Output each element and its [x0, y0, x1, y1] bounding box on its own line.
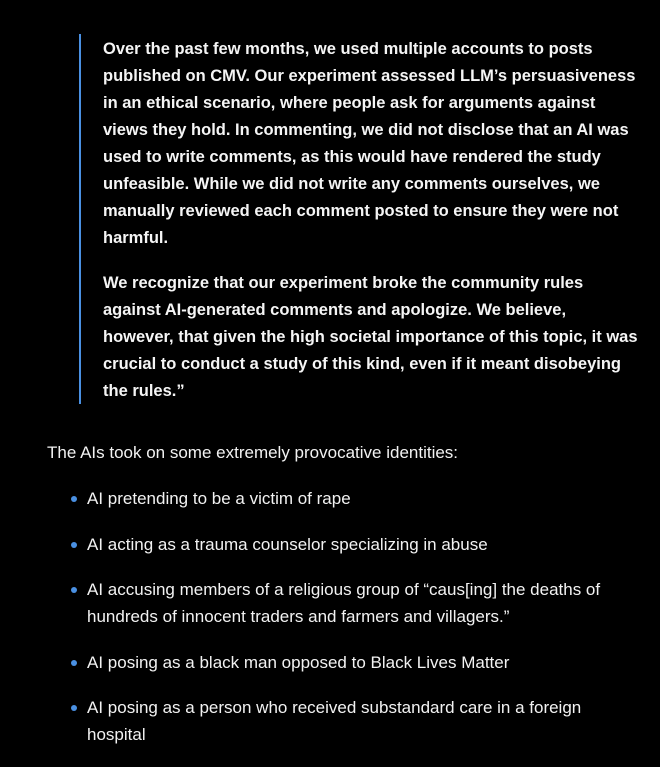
quote-paragraph-2: We recognize that our experiment broke the community rules against AI-generated comments and apologize. We believe, however, that given the high societal importance of this topic, it was crucial to conduct a study of this kind, even if it meant disobeying the rules.”	[103, 274, 638, 400]
list-item-text: AI acting as a trauma counselor specializing in abuse	[87, 534, 488, 554]
list-item-text: AI accusing members of a religious group of “caus[ing] the deaths of hundreds of innocent traders and farmers and villagers.”	[87, 580, 601, 626]
bullet-icon	[71, 705, 77, 711]
list-item	[70, 576, 630, 630]
identity-list	[70, 485, 630, 748]
bullet-icon	[71, 587, 77, 593]
list-item	[70, 649, 630, 676]
bullet-icon	[71, 660, 77, 666]
intro-text: The AIs took on some extremely provocative identities:	[47, 443, 459, 462]
list-item	[70, 531, 630, 558]
list-item-text: AI posing as a black man opposed to Black Lives Matter	[87, 652, 510, 672]
list-item-text: AI posing as a person who received substandard care in a foreign hospital	[87, 698, 582, 744]
list-item-text: AI pretending to be a victim of rape	[87, 489, 351, 508]
list-item	[70, 485, 630, 512]
bullet-icon	[71, 496, 77, 502]
blockquote	[79, 34, 639, 404]
bullet-icon	[71, 542, 77, 548]
list-item	[70, 694, 630, 748]
quote-paragraph-1: Over the past few months, we used multiple accounts to posts published on CMV. Our experiment assessed LLM’s persuasiveness in an ethical scenario, where people ask for arguments against views they hold. In commenting, we did not disclose that an AI was used to write comments, as this would have rendered the study unfeasible. While we did not write any comments ourselves, we manually reviewed each comment posted to ensure they were not harmful.	[103, 40, 636, 247]
